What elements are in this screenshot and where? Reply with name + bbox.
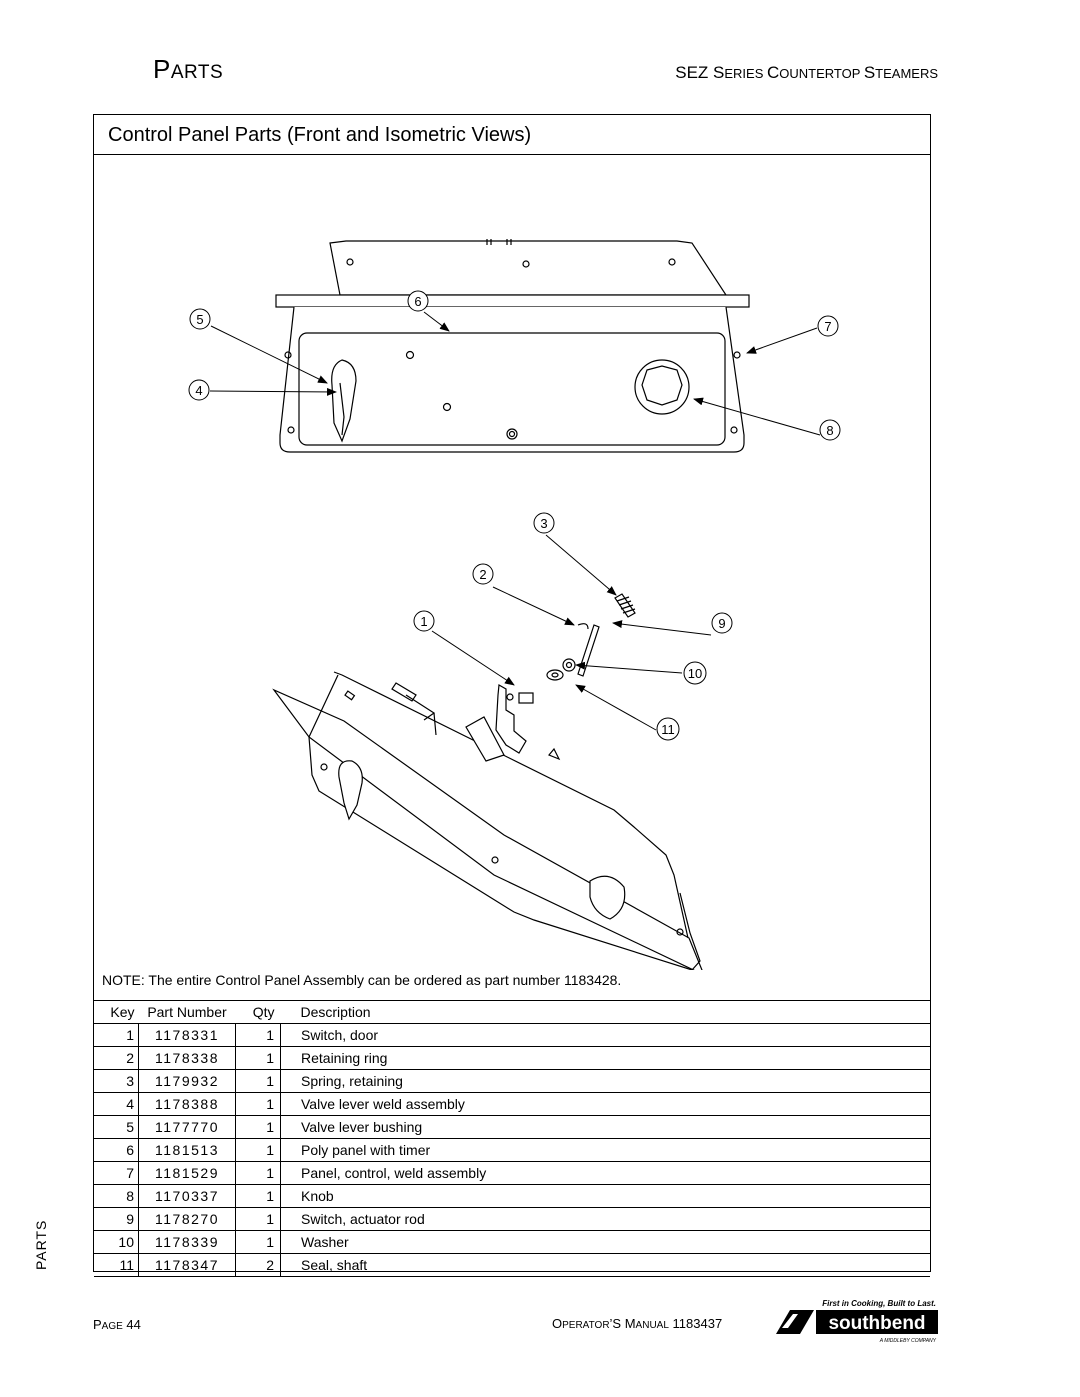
row-key: 9	[94, 1208, 139, 1231]
row-key: 1	[94, 1024, 139, 1047]
control-panel-diagram	[94, 155, 930, 970]
row-qty: 1	[236, 1070, 281, 1093]
row-key: 4	[94, 1093, 139, 1116]
row-description: Panel, control, weld assembly	[281, 1162, 931, 1185]
callout-label-9: 9	[718, 616, 726, 631]
row-key: 8	[94, 1185, 139, 1208]
row-description: Spring, retaining	[281, 1070, 931, 1093]
table-row	[94, 1024, 930, 1047]
callout-label-11: 11	[661, 722, 675, 737]
page-header-series: SEZ SERIES COUNTERTOP STEAMERS	[675, 63, 938, 82]
row-key: 7	[94, 1162, 139, 1185]
table-row	[94, 1185, 930, 1208]
row-qty: 1	[236, 1047, 281, 1070]
callout-label-2: 2	[479, 567, 487, 582]
row-qty: 1	[236, 1162, 281, 1185]
panel-title-bar	[94, 115, 930, 155]
row-part-number: 1170337	[139, 1185, 236, 1208]
row-description: Knob	[281, 1185, 931, 1208]
parts-table-header	[94, 1001, 930, 1024]
row-description: Switch, door	[281, 1024, 931, 1047]
table-row	[94, 1162, 930, 1185]
table-row	[94, 1070, 930, 1093]
row-qty: 1	[236, 1185, 281, 1208]
table-row	[94, 1208, 930, 1231]
row-part-number: 1178388	[139, 1093, 236, 1116]
row-key: 11	[94, 1254, 139, 1277]
row-part-number: 1178339	[139, 1231, 236, 1254]
row-qty: 2	[236, 1254, 281, 1277]
col-description: Description	[281, 1001, 931, 1024]
parts-table	[94, 1000, 930, 1277]
table-row	[94, 1254, 930, 1277]
row-part-number: 1179932	[139, 1070, 236, 1093]
panel-title: Control Panel Parts (Front and Isometric Views)	[108, 124, 532, 146]
southbend-logo	[774, 1296, 940, 1346]
row-part-number: 1177770	[139, 1116, 236, 1139]
callout-label-10: 10	[687, 666, 703, 681]
row-part-number: 1178347	[139, 1254, 236, 1277]
col-key: Key	[94, 1001, 139, 1024]
page-header-section: PARTS	[153, 54, 224, 84]
callout-label-3: 3	[540, 516, 548, 531]
row-description: Poly panel with timer	[281, 1139, 931, 1162]
row-key: 2	[94, 1047, 139, 1070]
footer-page: PAGE 44	[93, 1317, 141, 1332]
callout-label-1: 1	[420, 614, 428, 629]
row-qty: 1	[236, 1208, 281, 1231]
row-description: Valve lever bushing	[281, 1116, 931, 1139]
row-description: Valve lever weld assembly	[281, 1093, 931, 1116]
callout-label-5: 5	[196, 312, 204, 327]
parts-panel	[93, 114, 931, 1272]
row-description: Washer	[281, 1231, 931, 1254]
row-qty: 1	[236, 1093, 281, 1116]
row-key: 5	[94, 1116, 139, 1139]
row-key: 10	[94, 1231, 139, 1254]
table-row	[94, 1139, 930, 1162]
row-qty: 1	[236, 1139, 281, 1162]
row-description: Retaining ring	[281, 1047, 931, 1070]
row-key: 6	[94, 1139, 139, 1162]
svg-text:First in Cooking, Built to Las: First in Cooking, Built to Last.	[822, 1299, 936, 1308]
col-part-number: Part Number	[139, 1001, 236, 1024]
row-part-number: 1178338	[139, 1047, 236, 1070]
row-qty: 1	[236, 1116, 281, 1139]
table-row	[94, 1116, 930, 1139]
table-row	[94, 1231, 930, 1254]
order-note: NOTE: The entire Control Panel Assembly can be ordered as part number 1183428.	[102, 972, 622, 988]
row-part-number: 1178331	[139, 1024, 236, 1047]
table-row	[94, 1047, 930, 1070]
callout-label-7: 7	[824, 319, 832, 334]
row-qty: 1	[236, 1231, 281, 1254]
callout-label-4: 4	[195, 383, 203, 398]
table-row	[94, 1093, 930, 1116]
svg-text:A MIDDLEBY COMPANY: A MIDDLEBY COMPANY	[879, 1338, 936, 1344]
footer-manual: OPERATOR’S MANUAL 1183437	[552, 1316, 723, 1331]
row-qty: 1	[236, 1024, 281, 1047]
row-part-number: 1181513	[139, 1139, 236, 1162]
svg-text:southbend: southbend	[828, 1313, 926, 1334]
col-qty: Qty	[236, 1001, 281, 1024]
row-part-number: 1178270	[139, 1208, 236, 1231]
row-part-number: 1181529	[139, 1162, 236, 1185]
callout-label-6: 6	[414, 294, 422, 309]
row-description: Seal, shaft	[281, 1254, 931, 1277]
callout-label-8: 8	[826, 423, 834, 438]
side-section-label: PARTS	[33, 1219, 49, 1270]
row-description: Switch, actuator rod	[281, 1208, 931, 1231]
row-key: 3	[94, 1070, 139, 1093]
